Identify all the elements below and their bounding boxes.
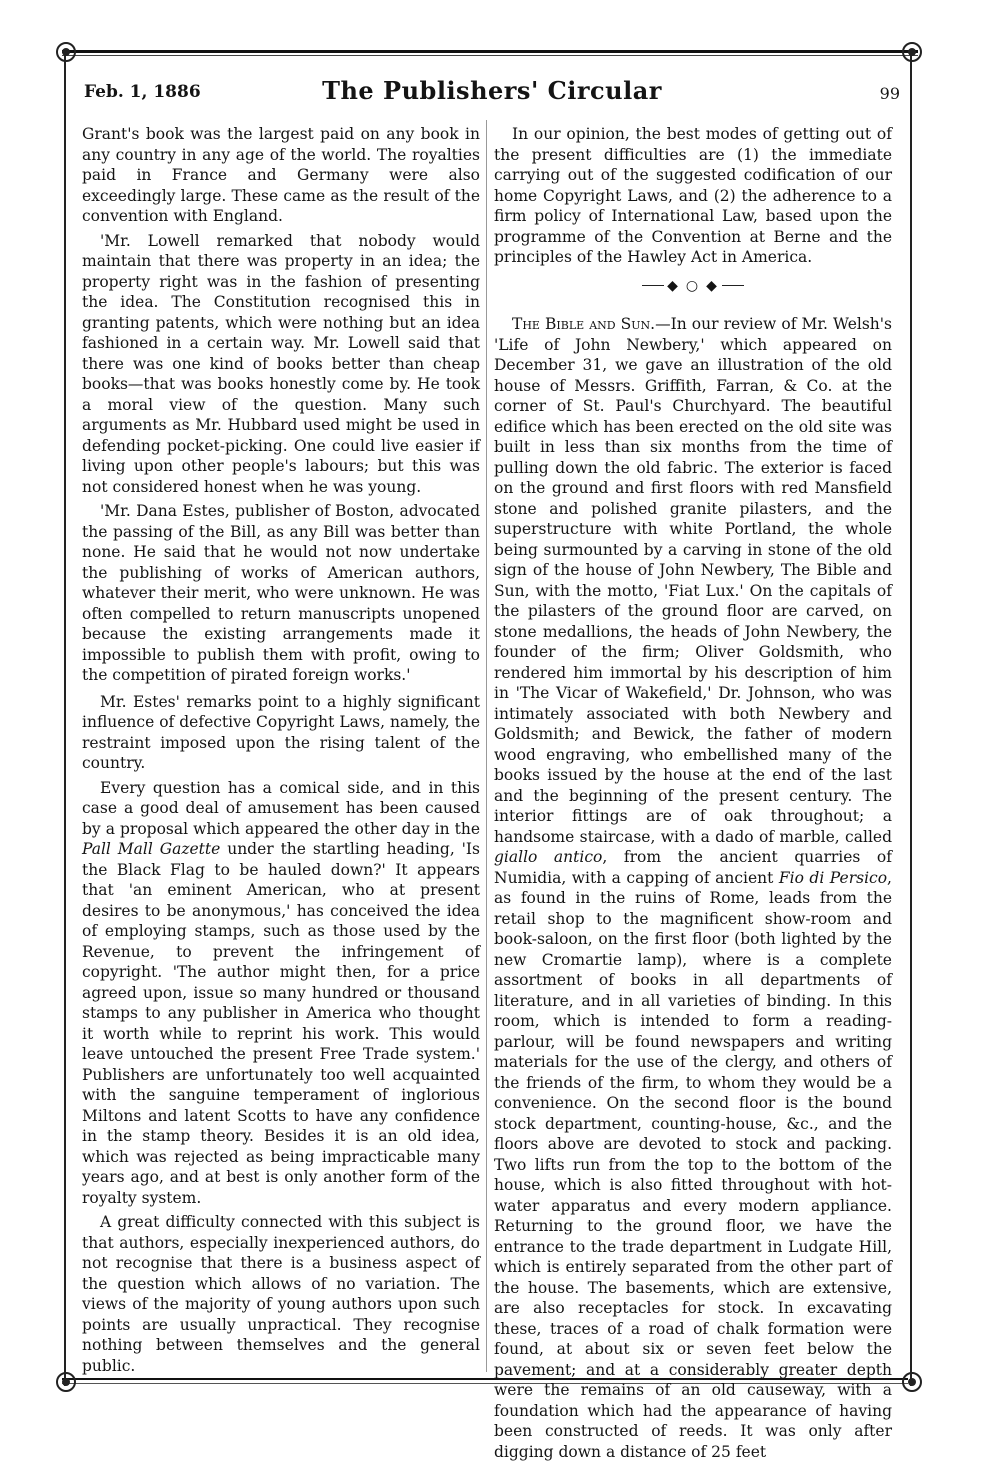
text-span: under the startling heading, 'Is the Black Flag to be hauled down?' It appears that 'an eminent American, who at present desires to be anonymous,' has conceived the idea of employing stamps, such as those used by the Revenue, to prevent the infringement of copyright. 'The author might then, for a price agreed upon, issue so many hundred or thousand stamps to any publisher in America who thought it worth while to reprint his work. This would leave untouched the present Free Trade system.' Publishers are unfortunately too well acquainted with the sanguine temperament of inglorious Miltons and latent Scotts to have any confidence in the stamp theory. Besides it is an old idea, which was rejected as being impracticable many years ago, and at best is only another form of the royalty system. — [82, 840, 480, 1207]
top-border-rule — [62, 50, 918, 53]
issue-date: Feb. 1, 1886 — [84, 82, 201, 102]
section-heading: The Bible and Sun. — [512, 315, 656, 333]
column-divider — [486, 120, 487, 1372]
paragraph: Grant's book was the largest paid on any book in any country in any age of the world. The royalties paid in France and Germany were also exceedingly large. These came as the result of the convention with England. — [82, 125, 480, 225]
text-span: , as found in the ruins of Rome, leads from the retail shop to the magnificent show-room and book-saloon, on the first floor (both lighted by the new Cromartie lamp), where is a complete assortment of books in all departments of literature, and in all varieties of binding. In this room, which is intended to form a reading-parlour, will be found newspapers and writing materials for the use of the clergy, and others of the friends of the firm, to whom they would be a convenience. On the second floor is the bound stock department, counting-house, &c., and the floors above are devoted to stock and packing. Two lifts run from the top to the bottom of the house, which is also fitted throughout with hot-water apparatus and every modern appliance. Returning to the ground floor, we have the entrance to the trade department in Ludgate Hill, which is entirely separated from the other part of the house. The basements, which are extensive, are also receptacles for stock. In excavating these, traces of a road of chalk formation were found, at about six or seven feet below the pavement; and at a considerably greater depth were the remains of an old causeway, with a foundation which had the appearance of having been constructed of reeds. It was only after digging down a distance of 25 feet — [494, 868, 892, 1461]
top-border-rule-thin — [62, 55, 918, 56]
text-span: —In our review of Mr. Welsh's 'Life of John Newbery,' which appeared on December 31, we gave an illustration of the old house of Messrs. Griffith, Farran, & Co. at the corner of St. Paul's Churchyard. The beautiful edifice which has been erected on the old site was built in less than six months from the time of pulling down the old fabric. The exterior is faced on the ground and first floors with red Mansfield stone and polished granite pilasters, and the superstructure with white Portland, the whole being surmounted by a carving in stone of the old sign of the house of John Newbery, The Bible and Sun, with the motto, 'Fiat Lux.' On the capitals of the pilasters of the ground floor are carved, on stone medallions, the heads of John Newbery, the founder of the firm; Oliver Goldsmith, who rendered him immortal by his description of him in 'The Vicar of Wakefield,' Dr. Johnson, who was intimately associated with both Newbery and Goldsmith; and Bewick, the father of modern wood engraving, who embellished many of the books issued by the house at the end of the last and the beginning of the present century. The interior fittings are of oak throughout; a handsome staircase, with a dado of marble, called — [494, 315, 892, 846]
left-border-rule — [64, 52, 66, 1386]
publication-title: The Publishers' Circular — [322, 76, 662, 105]
corner-ornament-icon — [56, 1372, 76, 1392]
paragraph: 'Mr. Lowell remarked that nobody would maintain that there was property in an idea; the property right was in the fashion of presenting the idea. The Constitution recognised this in granting patents, which were nothing but an idea fashioned in a certain way. Mr. Lowell said that there was one kind of books better than cheap books—that was books honestly come by. He took a moral view of the question. Many such arguments as Mr. Hubbard used might be used in defending pocket-picking. One could live easier if living upon other people's labours; but this was not considered honest when he was young. — [82, 231, 480, 496]
italic-term: giallo antico — [494, 848, 603, 866]
text-span: Every question has a comical side, and in this case a good deal of amusement has been caused by a proposal which appeared the other day in the — [82, 778, 480, 838]
paragraph: A great difficulty connected with this subject is that authors, especially inexperienced authors, do not recognise that there is a business aspect of the question which allows of no variation. The views of the majority of young authors upon such points are usually unpractical. They recognise nothing between themselves and the general public. — [82, 1213, 480, 1375]
newspaper-title-italic: Pall Mall Gazette — [82, 840, 221, 858]
paragraph — [494, 314, 892, 1462]
paragraph: In our opinion, the best modes of getting out of the present difficulties are (1) the immediate carrying out of the suggested codification of our home Copyright Laws, and (2) the adherence to a firm policy of International Law, based upon the programme of the Convention at Berne and the principles of the Hawley Act in America. — [494, 125, 892, 266]
section-separator: ◆ ○ ◆ — [494, 276, 892, 297]
right-border-rule — [910, 52, 912, 1386]
italic-term: Fio di Persico — [778, 868, 888, 887]
corner-ornament-icon — [902, 1372, 922, 1392]
right-column — [494, 124, 892, 1466]
corner-ornament-icon — [56, 42, 76, 62]
paragraph: 'Mr. Dana Estes, publisher of Boston, advocated the passing of the Bill, as any Bill was better than none. He said that he would not now undertake the publishing of works of American authors, whatever their merit, who were unknown. He was often compelled to return manuscripts unopened because the existing arrangements made it impossible to publish them with profit, owing to the competition of pirated foreign works.' — [82, 502, 480, 684]
text-span: , from the ancient quarries of Numidia, with a capping of ancient — [494, 848, 892, 887]
page-number: 99 — [879, 84, 900, 103]
running-header — [84, 76, 900, 106]
paragraph — [82, 778, 480, 1209]
corner-ornament-icon — [902, 42, 922, 62]
paragraph: Mr. Estes' remarks point to a highly significant influence of defective Copyright Laws, namely, the restraint imposed upon the rising talent of the country. — [82, 692, 480, 772]
left-column — [82, 124, 480, 1380]
